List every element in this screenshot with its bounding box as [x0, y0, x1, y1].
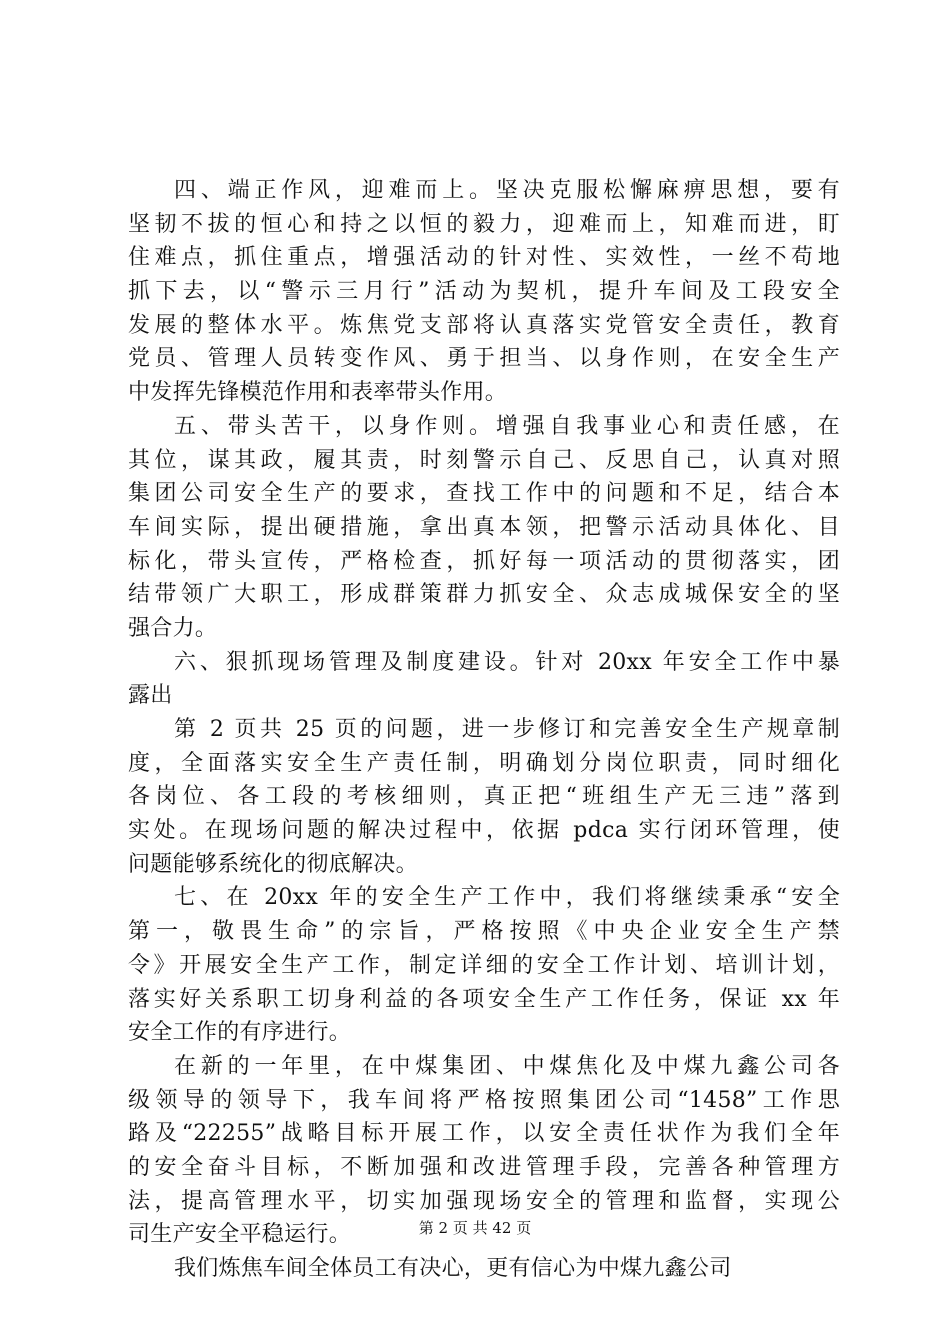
text-line: 司生产安全平稳运行。 [128, 1222, 352, 1248]
text-line: 路及“22255”战略目标开展工作，以安全责任状作为我们全年 [128, 1121, 840, 1147]
page-footer: 第 2 页 共 42 页 [418, 1219, 532, 1237]
text-line: 标化，带头宣传，严格检查，抓好每一项活动的贯彻落实，团 [128, 548, 840, 574]
text-line: 安全工作的有序进行。 [128, 1020, 352, 1046]
text-line: 令》开展安全生产工作，制定详细的安全工作计划、培训计划， [128, 952, 840, 978]
text-line: 度，全面落实安全生产责任制，明确划分岗位职责，同时细化 [128, 750, 840, 776]
text-line: 强合力。 [128, 615, 218, 641]
text-line: 党员、管理人员转变作风、勇于担当、以身作则，在安全生产 [128, 346, 840, 372]
text-line: 实处。在现场问题的解决过程中，依据 pdca 实行闭环管理，使 [128, 818, 840, 844]
text-line: 在新的一年里，在中煤集团、中煤焦化及中煤九鑫公司各 [174, 1053, 840, 1079]
text-line: 露出 [128, 683, 173, 709]
text-line: 问题能够系统化的彻底解决。 [128, 851, 418, 877]
text-line: 车间实际，提出硬措施，拿出真本领，把警示活动具体化、目 [128, 514, 840, 540]
text-line: 法，提高管理水平，切实加强现场安全的管理和监督，实现公 [128, 1188, 840, 1214]
text-line: 级领导的领导下，我车间将严格按照集团公司“1458”工作思 [128, 1087, 840, 1113]
text-line: 抓下去，以“警示三月行”活动为契机，提升车间及工段安全 [128, 279, 840, 305]
text-line: 五、带头苦干，以身作则。增强自我事业心和责任感，在 [174, 413, 840, 439]
text-line: 坚韧不拔的恒心和持之以恒的毅力，迎难而上，知难而进，盯 [128, 211, 840, 237]
text-line: 结带领广大职工，形成群策群力抓安全、众志成城保安全的坚 [128, 582, 840, 608]
text-line: 中发挥先锋模范作用和表率带头作用。 [128, 380, 508, 406]
text-line: 第一，敬畏生命”的宗旨，严格按照《中央企业安全生产禁 [128, 919, 840, 945]
text-line: 各岗位、各工段的考核细则，真正把“班组生产无三违”落到 [128, 784, 840, 810]
text-line: 第 2 页共 25 页的问题，进一步修订和完善安全生产规章制 [174, 717, 840, 742]
text-line: 四、端正作风，迎难而上。坚决克服松懈麻痹思想，要有 [174, 178, 840, 203]
text-line: 我们炼焦车间全体员工有决心，更有信心为中煤九鑫公司 [174, 1256, 732, 1281]
text-line: 住难点，抓住重点，增强活动的针对性、实效性，一丝不苟地 [128, 245, 840, 271]
text-line: 六、狠抓现场管理及制度建设。针对 20xx 年安全工作中暴 [174, 649, 840, 675]
text-line: 发展的整体水平。炼焦党支部将认真落实党管安全责任，教育 [128, 312, 840, 338]
document-body [128, 174, 840, 1286]
text-line: 的安全奋斗目标，不断加强和改进管理手段，完善各种管理方 [128, 1154, 840, 1180]
text-line: 集团公司安全生产的要求，查找工作中的问题和不足，结合本 [128, 481, 840, 507]
text-line: 落实好关系职工切身利益的各项安全生产工作任务，保证 xx 年 [128, 986, 840, 1012]
text-line: 其位，谋其政，履其责，时刻警示自己、反思自己，认真对照 [128, 447, 840, 473]
text-line: 七、在 20xx 年的安全生产工作中，我们将继续秉承“安全 [174, 885, 840, 911]
